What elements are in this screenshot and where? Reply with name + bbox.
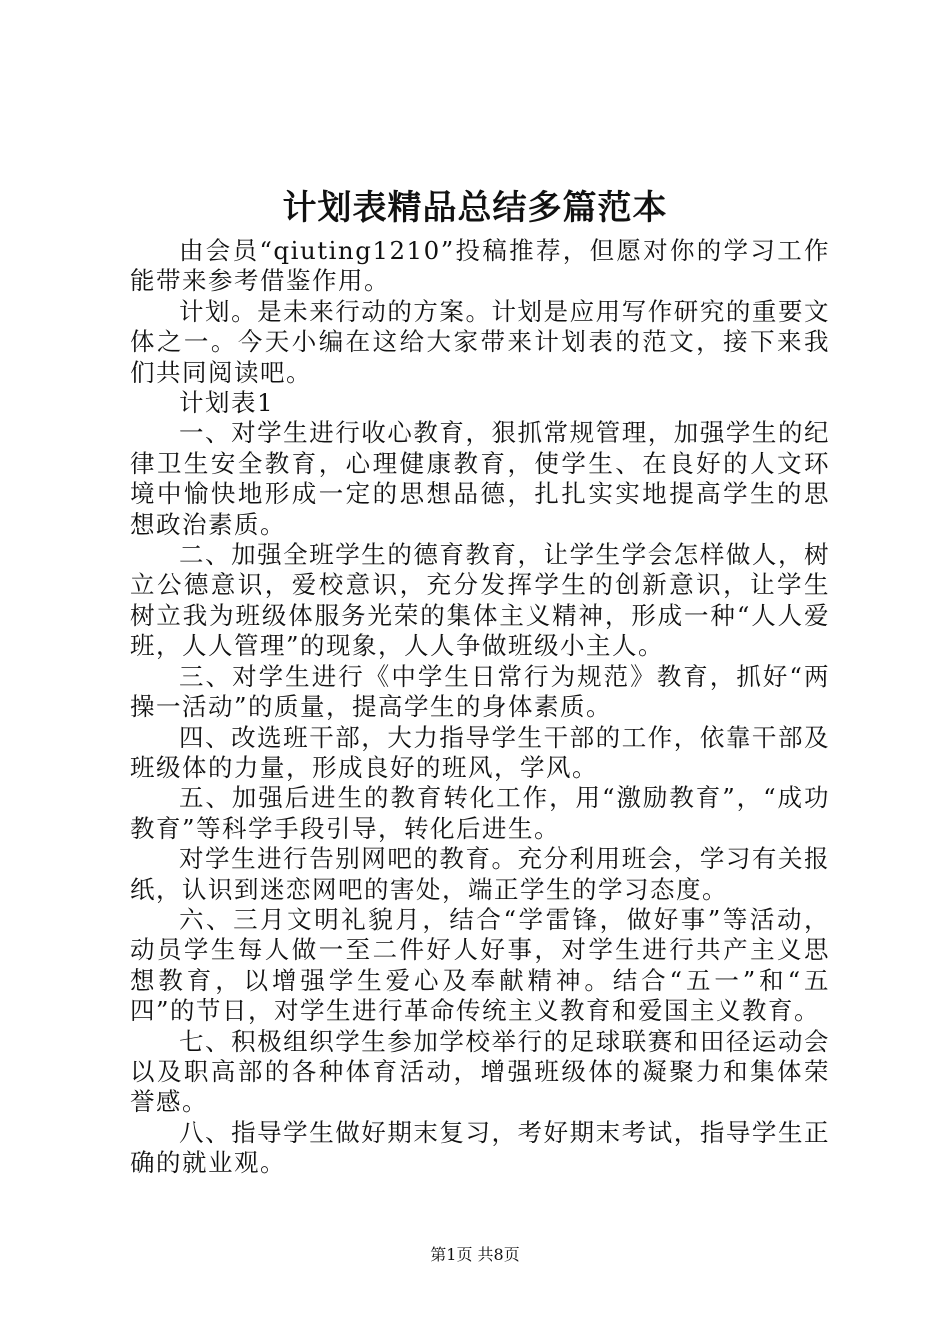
document-title: 计划表精品总结多篇范本 [282, 188, 668, 228]
paragraph-item-4: 四、改选班干部，大力指导学生干部的工作，依靠干部及班级体的力量，形成良好的班风，学风。 [130, 722, 830, 782]
paragraph-item-3: 三、对学生进行《中学生日常行为规范》教育，抓好“两操一活动”的质量，提高学生的身体素质。 [130, 661, 830, 722]
section-heading-plan-1: 计划表1 [179, 388, 275, 418]
paragraph-item-5: 五、加强后进生的教育转化工作，用“激励教育”，“成功教育”等科学手段引导，转化后进生。 [130, 783, 830, 843]
document-body [130, 236, 830, 1179]
paragraph-item-8: 八、指导学生做好期末复习，考好期末考试，指导学生正确的就业观。 [130, 1117, 830, 1178]
paragraph-item-6: 六、三月文明礼貌月，结合“学雷锋，做好事”等活动，动员学生每人做一至二件好人好事，对学生进行共产主义思想教育，以增强学生爱心及奉献精神。结合“五一”和“五四”的节日，对学生进行革命传统主义教育和爱国主义教育。 [130, 904, 830, 1026]
paragraph-item-7: 七、积极组织学生参加学校举行的足球联赛和田径运动会以及职高部的各种体育活动，增强班级体的凝聚力和集体荣誉感。 [130, 1026, 830, 1117]
paragraph-item-1: 一、对学生进行收心教育，狠抓常规管理，加强学生的纪律卫生安全教育，心理健康教育，使学生、在良好的人文环境中愉快地形成一定的思想品德，扎扎实实地提高学生的思想政治素质。 [130, 418, 830, 539]
paragraph-internet-cafe: 对学生进行告别网吧的教育。充分利用班会，学习有关报纸，认识到迷恋网吧的害处，端正学生的学习态度。 [130, 844, 830, 904]
paragraph-intro: 由会员“qiuting1210”投稿推荐，但愿对你的学习工作能带来参考借鉴作用。 [130, 236, 830, 296]
paragraph-plan-definition: 计划。是未来行动的方案。计划是应用写作研究的重要文体之一。今天小编在这给大家带来计划表的范文，接下来我们共同阅读吧。 [130, 296, 830, 387]
page-number-footer: 第1页 共8页 [430, 1245, 520, 1264]
paragraph-item-2: 二、加强全班学生的德育教育，让学生学会怎样做人，树立公德意识，爱校意识，充分发挥学生的创新意识，让学生树立我为班级体服务光荣的集体主义精神，形成一种“人人爱班，人人管理”的现象，人人争做班级小主人。 [130, 540, 830, 661]
